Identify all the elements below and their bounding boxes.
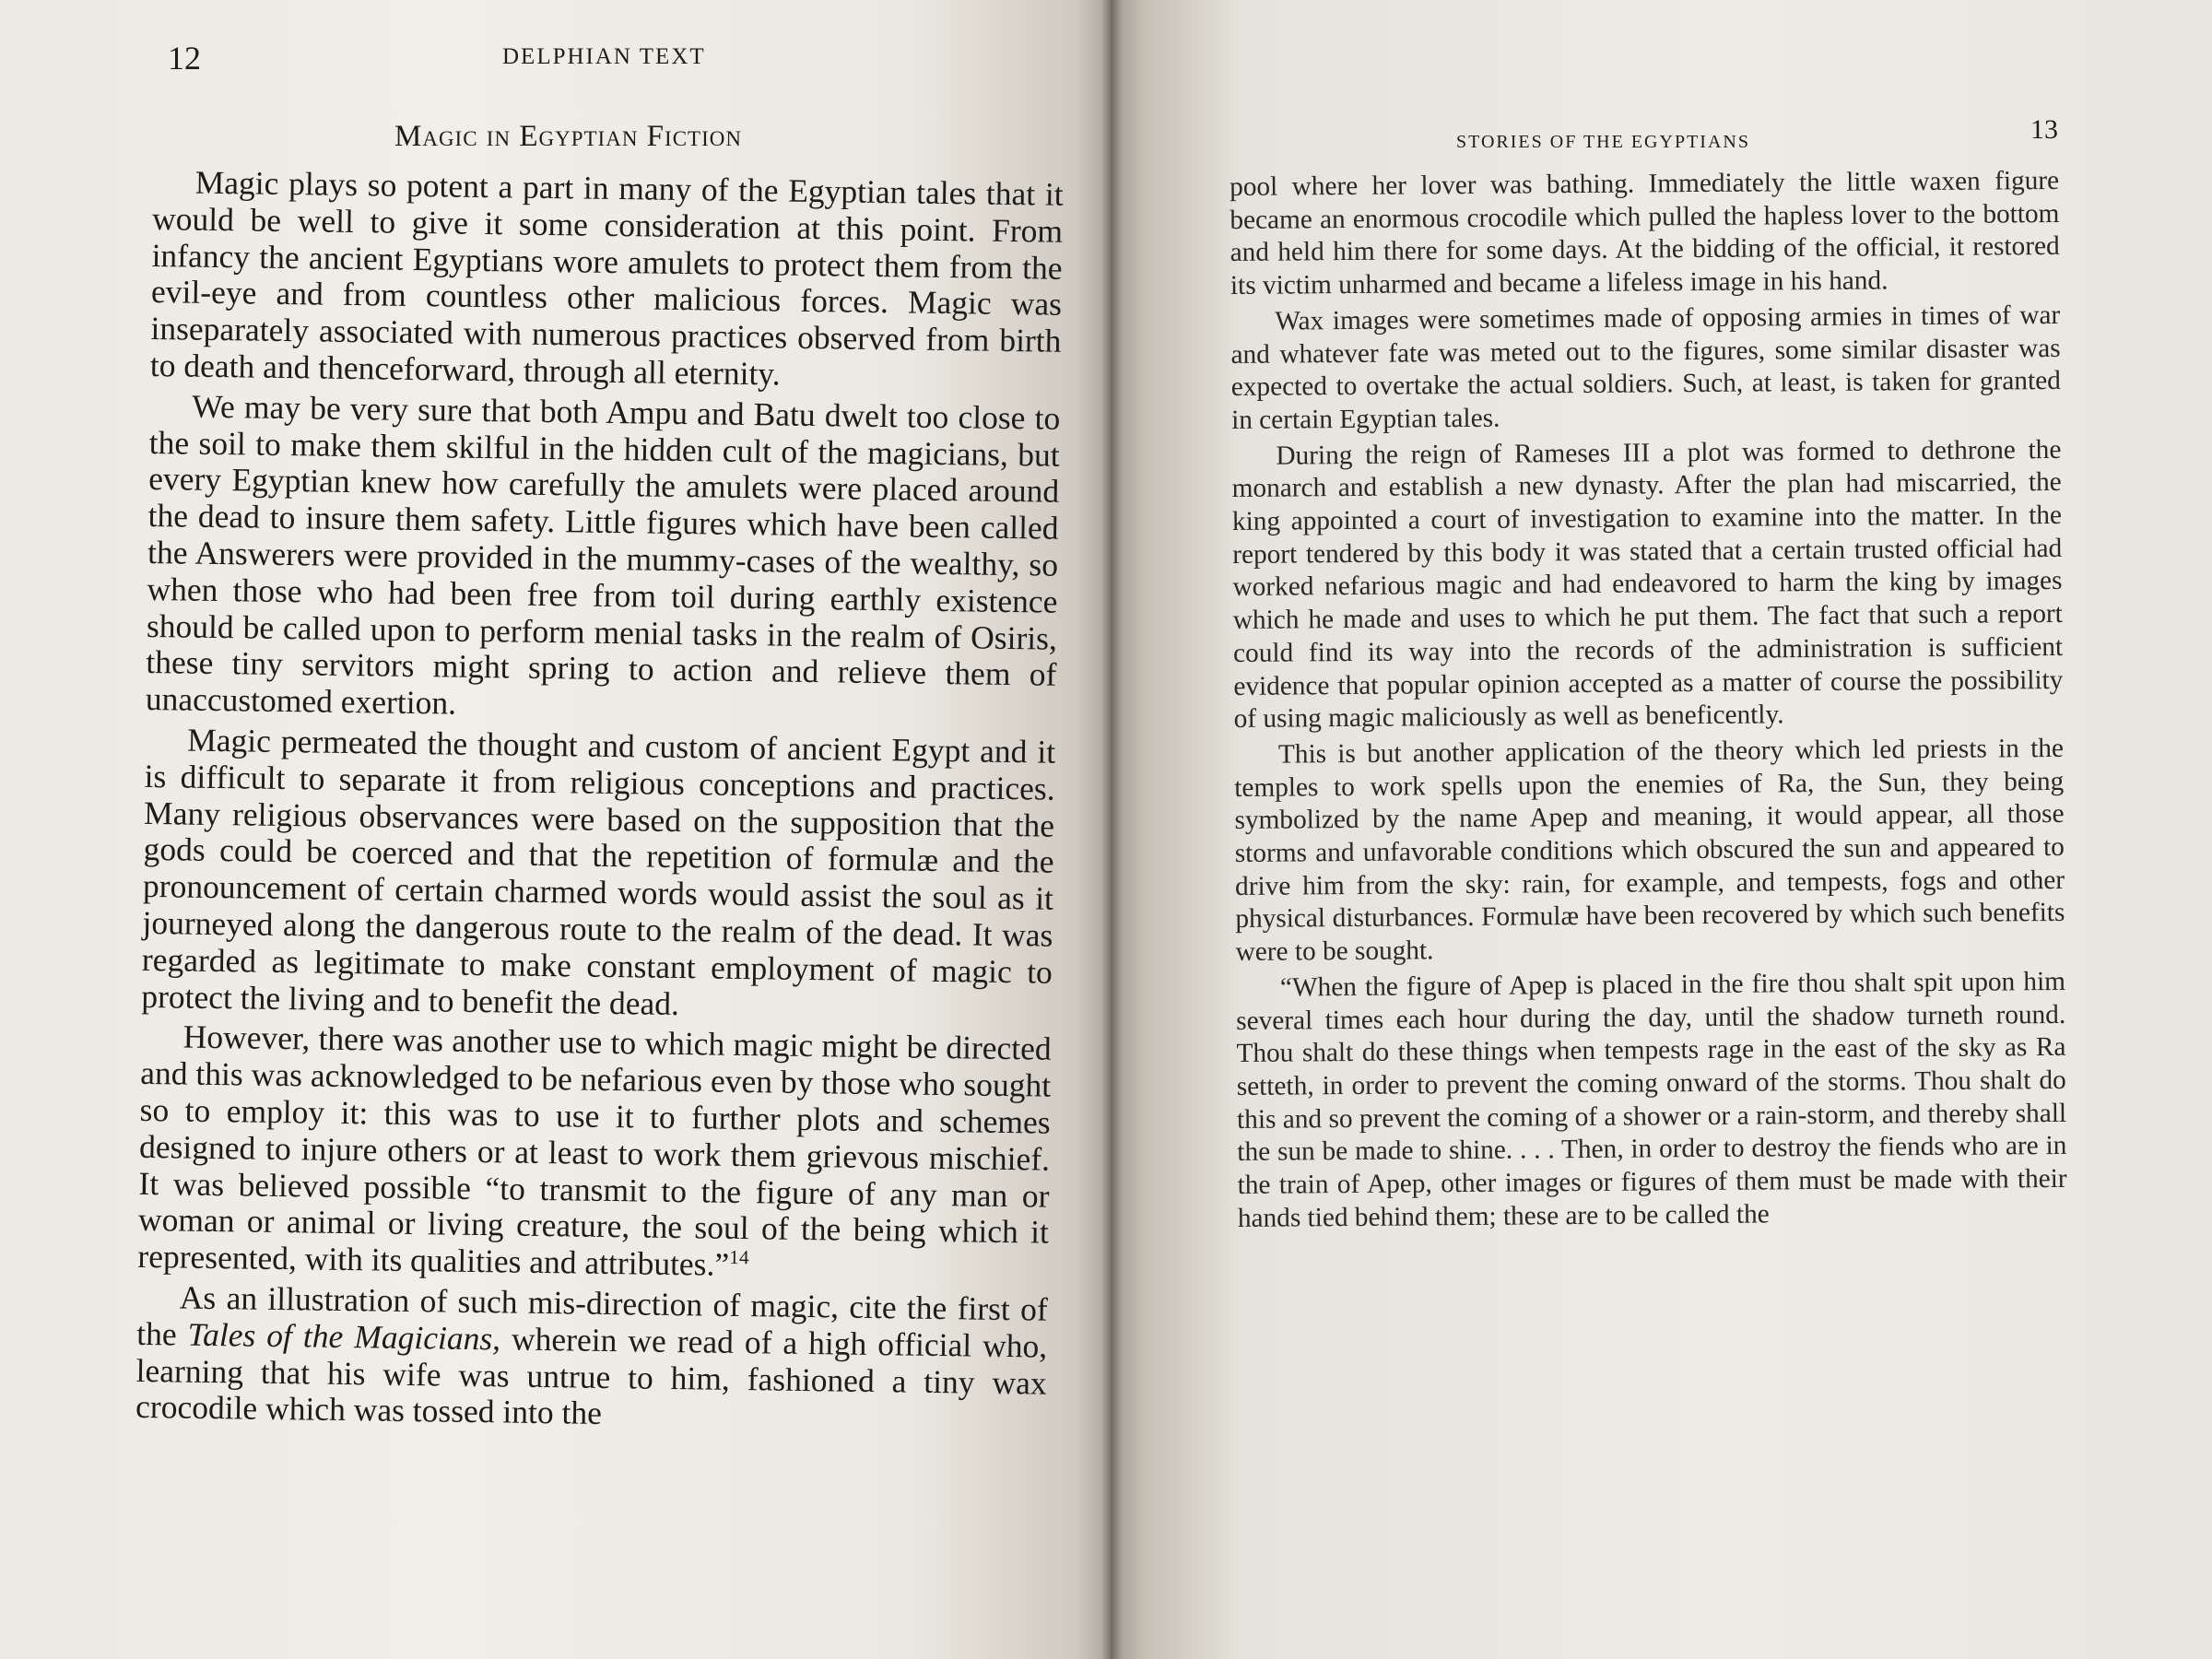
paragraph: Wax images were sometimes made of opposing armies in times of war and whatever fate was meted out to the figures, some similar disaster was expected to overtake the actual soldiers. Such, at least, is taken for granted in certain Egyptian tales.: [1230, 300, 2061, 435]
paragraph: Magic plays so potent a part in many of the Egyptian tales that it would be well to give it some consideration at this point. From infancy the ancient Egyptians wore amulets to protect them from the evil-eye and from countless other malicious forces. Magic was inseparately associated with numerous practices observed from birth to death and thenceforward, through all eternity.: [149, 163, 1064, 393]
paragraph-text: As an illustration of such mis-direction of magic, cite the first of the: [136, 1278, 1049, 1353]
continued-paragraph: pool where her lover was bathing. Immediately the little waxen figure became an enormous crocodile which pulled the hapless lover to the bottom and held him there for some days. At the bidding of the official, it restored its victim unharmed and became a lifeless image in his hand.: [1230, 165, 2060, 301]
page-number-right: 13: [2030, 114, 2058, 145]
paragraph-with-title: [135, 1279, 1048, 1439]
section-title: Magic in Egyptian Fiction: [394, 120, 742, 153]
running-head-right: STORIES OF THE EGYPTIANS: [1456, 132, 1750, 152]
paragraph-with-footnote: [137, 1018, 1052, 1288]
right-page-body: [1230, 165, 2067, 1239]
paragraph: We may be very sure that both Ampu and Batu dwelt too close to the soil to make them skilful in the hidden cult of the magicians, but every Egyptian knew how carefully the amulets were placed around the dead to insure them safety. Little figures which have been called the Answerers were provided in the mummy-cases of the wealthy, so when those who had been free from toil during earthly existence should be called upon to perform menial tasks in the realm of Osiris, these tiny servitors might spring to action and relieve them of unaccustomed exertion.: [145, 387, 1061, 722]
book-gutter: [1101, 0, 1122, 1659]
paragraph: During the reign of Rameses III a plot was formed to dethrone the monarch and establish a new dynasty. After the plan had miscarried, the king appointed a court of investigation to examine into the matter. In the report tendered by this body it was stated that a certain trusted official had worked nefarious magic and had endeavored to harm the king by images which he made and uses to which he put them. The fact that such a report could find its way into the records of the administration is sufficient evidence that popular opinion accepted as a matter of course the possibility of using magic maliciously as well as beneficently.: [1231, 434, 2064, 735]
paragraph: Magic permeated the thought and custom of ancient Egypt and it is difficult to separate it from religious conceptions and practices. Many religious observances were based on the supposition that the gods could be coerced and that the repetition of formulæ and the pronouncement of certain charmed words would assist the soul as it journeyed along the dangerous route to the realm of the dead. It was regarded as legitimate to make constant employment of magic to protect the living and to benefit the dead.: [141, 721, 1056, 1022]
left-page-body: [135, 164, 1064, 1442]
paragraph: This is but another application of the theory which led priests in the temples to work spells upon the enemies of Ra, the Sun, they being symbolized by the name Apep and meaning, it would appear, all those storms and unfavorable conditions which obscured the sun and appeared to drive him from the sky: rain, for example, and tempests, fogs and other physical disturbances. Formulæ have been recovered by which such benefits were to be sought.: [1234, 733, 2065, 968]
page-number-left: 12: [168, 40, 201, 76]
footnote-marker: 14: [729, 1246, 749, 1269]
quoted-paragraph: “When the figure of Apep is placed in the fire thou shalt spit upon him several times each hour during the day, until the shadow turneth round. Thou shalt do these things when tempests rage in the east of the sky as Ra setteth, in order to prevent the coming onward of the storms. Thou shalt do this and so prevent the coming of a shower or a rain-storm, and thereby shall the sun be made to shine. . . . Then, in order to destroy the fiends who are in the train of Apep, other images or figures of them must be made with their hands tied behind them; these are to be called the: [1236, 966, 2067, 1233]
book-title: Tales of the Magicians,: [187, 1315, 501, 1358]
paragraph-text: wherein we read of a high official who, learning that his wife was untrue to him, fashioned a tiny wax crocodile which was tossed into the: [135, 1320, 1048, 1432]
paragraph-text: However, there was another use to which magic might be directed and this was acknowledged to be nefarious even by those who sought so to employ it: this was to use it to further plots and schemes designed to injure others or at least to work them grievous mischief. It was believed possible “to transmit to the figure of any man or woman or animal or living creature, the soul of the being which it represented, with its qualities and attributes.”: [137, 1018, 1052, 1283]
running-head-left: DELPHIAN TEXT: [502, 44, 706, 69]
